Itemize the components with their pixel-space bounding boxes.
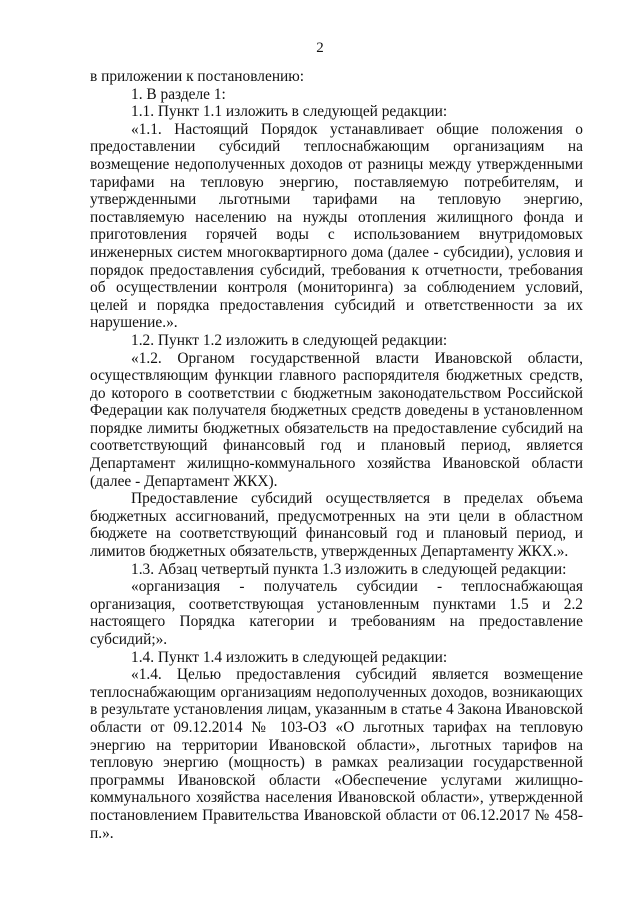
paragraph-item-1-2-text: «1.2. Органом государственной власти Ивановской области, осуществляющим функции главного распорядителя бюджетных средств, до которого в соответствии с бюджетным законодательством Российской Федерации как получателя бюджетных средств доведены в установленном порядке лимиты бюджетных обязательств на предоставление субсидий на соответствующий финансовый год и плановый период, является Департамент жилищно-коммунального хозяйства Ивановской области (далее - Департамент ЖКХ). (90, 349, 583, 490)
page-number: 2 (316, 40, 324, 56)
paragraph-item-1-2: 1.2. Пункт 1.2 изложить в следующей редакции: (131, 331, 448, 349)
paragraph-item-1-1: 1.1. Пункт 1.1 изложить в следующей редакции: (131, 103, 448, 121)
paragraph-item-1-1-text: «1.1. Настоящий Порядок устанавливает общие положения о предоставлении субсидий теплоснабжающим организациям на возмещение недополученных доходов от разницы между утвержденными тарифами на тепловую энергию, поставляемую потребителям, и утвержденными льготными тарифами на тепловую энергию, поставляемую населению на нужды отопления жилищного фонда и приготовления горячей воды с использованием внутридомовых инженерных систем многоквартирного дома (далее - субсидии), условия и порядок предоставления субсидий, требования к отчетности, требования об осуществлении контроля (мониторинга) за соблюдением условий, целей и порядка предоставления субсидий и ответственности за их нарушение.». (90, 120, 583, 332)
paragraph-item-1-4: 1.4. Пункт 1.4 изложить в следующей редакции: (131, 648, 448, 666)
paragraph-intro: в приложении к постановлению: (90, 68, 305, 85)
paragraph-section-1: 1. В разделе 1: (131, 85, 226, 103)
paragraph-item-1-4-text: «1.4. Целью предоставления субсидий является возмещение теплоснабжающим организациям недополученных доходов, возникающих в результате установления лицам, указанным в статье 4 Закона Ивановской области от 09.12.2014 № 103-ОЗ «О льготных тарифах на тепловую энергию на территории Ивановской области», льготных тарифов на тепловую энергию (мощность) в рамках реализации государственной программы Ивановской области «Обеспечение услугами жилищно-коммунального хозяйства населения Ивановской области», утвержденной постановлением Правительства Ивановской области от 06.12.2017 № 458-п.». (90, 666, 583, 842)
paragraph-item-1-2-text-continued: Предоставление субсидий осуществляется в пределах объема бюджетных ассигнований, предусмотренных на эти цели в областном бюджете на соответствующий финансовый год и плановый период, и лимитов бюджетных обязательств, утвержденных Департаменту ЖКХ.». (90, 490, 583, 561)
paragraph-item-1-3: 1.3. Абзац четвертый пункта 1.3 изложить в следующей редакции: (131, 560, 567, 578)
document-body (90, 68, 583, 842)
paragraph-item-1-3-text: «организация - получатель субсидии - теплоснабжающая организация, соответствующая установленным пунктами 1.5 и 2.2 настоящего Порядка категории и требованиям на предоставление субсидий;». (90, 578, 583, 648)
